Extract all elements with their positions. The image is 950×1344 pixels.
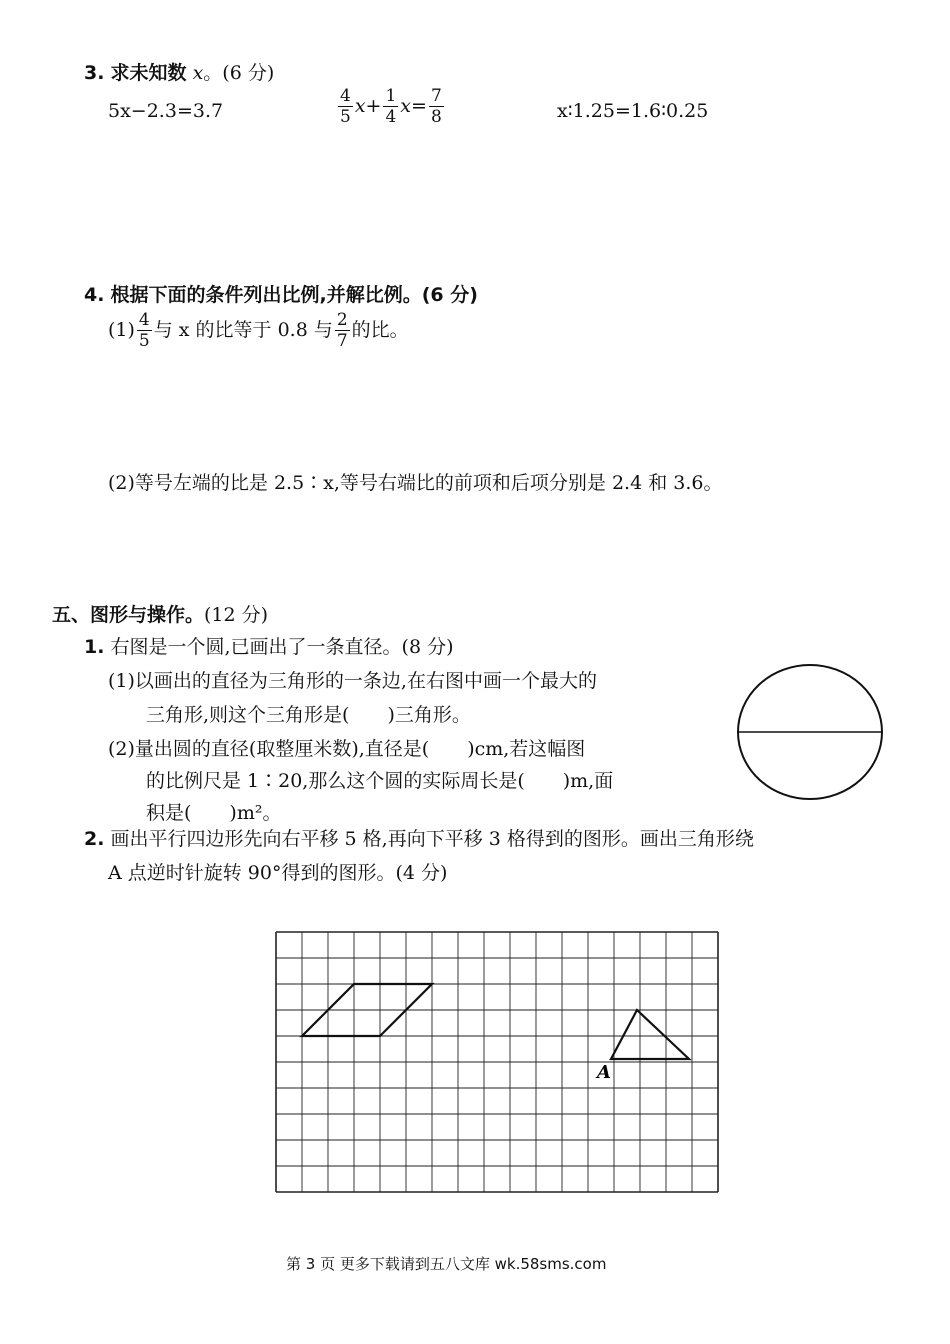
q3-points: 。(6 分) xyxy=(203,62,275,84)
q4-heading xyxy=(84,280,478,307)
section5-points: (12 分) xyxy=(204,604,269,626)
s5-q1-heading xyxy=(84,632,454,659)
fraction: $\frac{4}{5}$ xyxy=(138,310,150,351)
s5-q1-s2-line3: 积是( )m²。 xyxy=(146,802,282,824)
q3-var: x xyxy=(192,62,204,84)
s5-q1-s1-line2: 三角形,则这个三角形是( )三角形。 xyxy=(146,704,471,726)
q3-number: 3. xyxy=(84,62,105,84)
q4-title: 根据下面的条件列出比例,并解比例。(6 分) xyxy=(110,284,478,306)
grid-diagram xyxy=(270,925,720,1197)
s5-q1-s1-line1: (1)以画出的直径为三角形的一条边,在右图中画一个最大的 xyxy=(108,670,597,692)
s5-q2-number: 2. xyxy=(84,828,105,850)
fraction: $\frac{7}{8}$ xyxy=(430,86,442,127)
section5-title: 五、图形与操作。 xyxy=(52,604,205,626)
section5-heading xyxy=(52,600,268,627)
q3-heading xyxy=(84,58,274,85)
s5-q2-line2: A 点逆时针旋转 90°得到的图形。(4 分) xyxy=(108,862,448,884)
triangle xyxy=(611,1010,689,1059)
q4-sub1: (1) $\frac{4}{5}$ 与 x 的比等于 0.8 与 $\frac{2}{7}$ 的比。 xyxy=(108,310,409,351)
s5-q1-title: 右图是一个圆,已画出了一条直径。(8 分) xyxy=(110,636,454,658)
point-a-label: A xyxy=(597,1062,611,1083)
fraction: $\frac{1}{4}$ xyxy=(385,86,397,127)
s5-q1-number: 1. xyxy=(84,636,105,658)
fraction: $\frac{2}{7}$ xyxy=(336,310,348,351)
fraction: $\frac{4}{5}$ xyxy=(340,86,351,127)
page-footer: 第 3 页 更多下载请到五八文库 wk.58sms.com xyxy=(286,1255,607,1273)
circle-diagram xyxy=(736,663,886,803)
grid-lines xyxy=(276,932,718,1192)
q4-number: 4. xyxy=(84,284,105,306)
q4-sub2: (2)等号左端的比是 2.5∶x,等号右端比的前项和后项分别是 2.4 和 3.6。 xyxy=(108,472,723,494)
s5-q1-s2-line1: (2)量出圆的直径(取整厘米数),直径是( )cm,若这幅图 xyxy=(108,738,586,760)
q3-equation-1: 5x−2.3=3.7 xyxy=(108,100,224,122)
q3-title: 求未知数 xyxy=(110,62,187,84)
s5-q1-s2-line2: 的比例尺是 1∶20,那么这个圆的实际周长是( )m,面 xyxy=(146,770,614,792)
s5-q2-text1: 画出平行四边形先向右平移 5 格,再向下平移 3 格得到的图形。画出三角形绕 xyxy=(110,828,754,850)
q3-equation-2: $\frac{4}{5}$ x+ $\frac{1}{4}$ x= $\frac{7}{8}$ xyxy=(340,86,442,127)
q3-equation-3: x∶1.25=1.6∶0.25 xyxy=(557,100,709,122)
s5-q2-line1 xyxy=(84,824,754,851)
